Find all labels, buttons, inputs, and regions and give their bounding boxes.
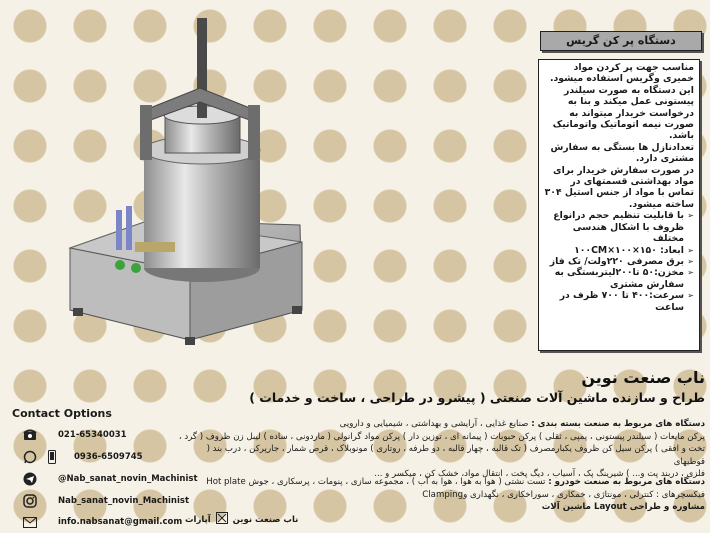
contact-phone[interactable] — [22, 427, 127, 443]
packaging-line: فلزی ، دربند پت و... ) شیرینگ پک ، آسیاب ، دیگ پخت ، انتقال مواد، خشک کن ، میکسر و ... — [374, 469, 705, 480]
contact-email[interactable] — [22, 514, 182, 530]
filling-machine-image — [40, 10, 370, 405]
description-paragraph: این دستگاه به صورت سیلندر پیستونی عمل میکند و بنا به درخواست خریدار میتواند به صورت نیمه اتوماتیک واتوماتیک باشد. — [552, 84, 694, 142]
fixtures-line: فیکسچرهای : کنترلی ، مونتاژی ، خمکاری ، سوراخکاری ، نگهداری و — [463, 489, 705, 500]
description-paragraph: مناسب جهت پر کردن مواد خمیری وگریس استفاده میشود. — [549, 62, 694, 85]
packaging-heading: دستگاه های مربوط به صنعت بسته بندی : — [531, 419, 705, 429]
description-box — [538, 59, 700, 351]
clamping-label: Clamping — [422, 489, 464, 500]
spec-item: ➢ با قابلیت تنظیم حجم درانواع ظروف با اشکال هندسی مختلف — [543, 210, 684, 244]
footer-logos — [185, 512, 298, 527]
whatsapp-value: 0936-6509745 — [74, 452, 143, 462]
spec-item: ➢ سرعت:۴۰۰ تا ۷۰۰ ظرف در ساعت — [543, 290, 684, 313]
email-value: info.nabsanat@gmail.com — [58, 517, 183, 527]
company-logo-icon — [216, 512, 228, 527]
contact-telegram[interactable] — [22, 471, 198, 487]
contact-title: Contact Options — [12, 407, 112, 420]
automotive-items: تست نشتی ( هوا به هوا ، هوا به آب ) ، مجموعه سازی ، پنومات ، پرسکاری ، جوش — [248, 477, 546, 487]
packaging-line: پرکن مایعات ( سیلندر پیستونی ، پمپی ، ثقلی ) پرکن حبوبات ( پیمانه ای ، توزین دار ) پرکن مواد گرانولی ( ماردونی ، ساده ) لیبل زن ظروف ( گرد ، — [178, 431, 705, 442]
consulting-label: مشاوره و طراحی — [629, 502, 705, 513]
automotive-heading: دستگاه های مربوط به صنعت خودرو : — [548, 477, 705, 487]
company-tagline: طراح و سازنده ماشین آلات صنعتی ( پیشرو در طراحی ، ساخت و خدمات ) — [249, 390, 705, 405]
packaging-line: تخت و افقی ) پرکن سیل کن ظروف یکبارمصرف ( تک قالبه ، چهار قالبه ، دو طرفه ، روتاری ) مونوبلاک ، قرص شمار ، جارپرکن ، درب بند ( قوطیهای — [206, 444, 705, 467]
spec-item: ➢ مخزن:۵۰ تا۲۰۰لیتربستگی به سفارش مشتری — [543, 267, 684, 290]
contact-whatsapp[interactable] — [22, 449, 143, 465]
footer-company: ناب صنعت نوین — [232, 514, 299, 525]
spec-item: ➢ ابعاد: ۱۵۰×۱۰۰×۱۰۰CM — [543, 245, 684, 256]
whatsapp-icon — [22, 450, 38, 464]
description-paragraph: تعدادنازل ها بستگی به سفارش مشتری دارد. — [550, 141, 694, 165]
email-icon — [22, 515, 38, 529]
instagram-value: Nab_sanat_novin_Machinist — [58, 496, 190, 506]
mobile-icon — [44, 450, 60, 464]
contact-instagram[interactable] — [22, 493, 189, 509]
hotplate-label: Hot plate — [206, 477, 246, 487]
phone-value: 021-65340031 — [58, 430, 127, 440]
packaging-section — [178, 418, 705, 481]
footer-partner: آپارات — [185, 514, 211, 525]
company-name: ناب صنعت نوین — [581, 368, 705, 387]
spec-list — [543, 210, 694, 313]
layout-label: Layout — [593, 502, 627, 513]
automotive-section — [178, 476, 705, 514]
machine-title: دستگاه پر کن گریس — [540, 31, 702, 51]
telegram-value: @Nab_sanat_novin_Machinist — [58, 474, 198, 484]
machinery-label: ماشین آلات — [541, 502, 591, 513]
description-paragraph: در صورت سفارش خریدار برای مواد بهداشتی قسمتهای در تماس با مواد از جنس استیل ۳۰۴ ساخته میشود. — [544, 164, 694, 210]
instagram-icon — [22, 494, 38, 508]
telegram-icon — [22, 472, 38, 486]
packaging-industries: صنایع غذایی ، آرایشی و بهداشتی ، شیمیایی و دارویی — [339, 419, 529, 429]
spec-item: ➢ برق مصرفی ۲۲۰ولت/ تک فاز — [543, 256, 684, 267]
phone-icon — [22, 428, 38, 442]
